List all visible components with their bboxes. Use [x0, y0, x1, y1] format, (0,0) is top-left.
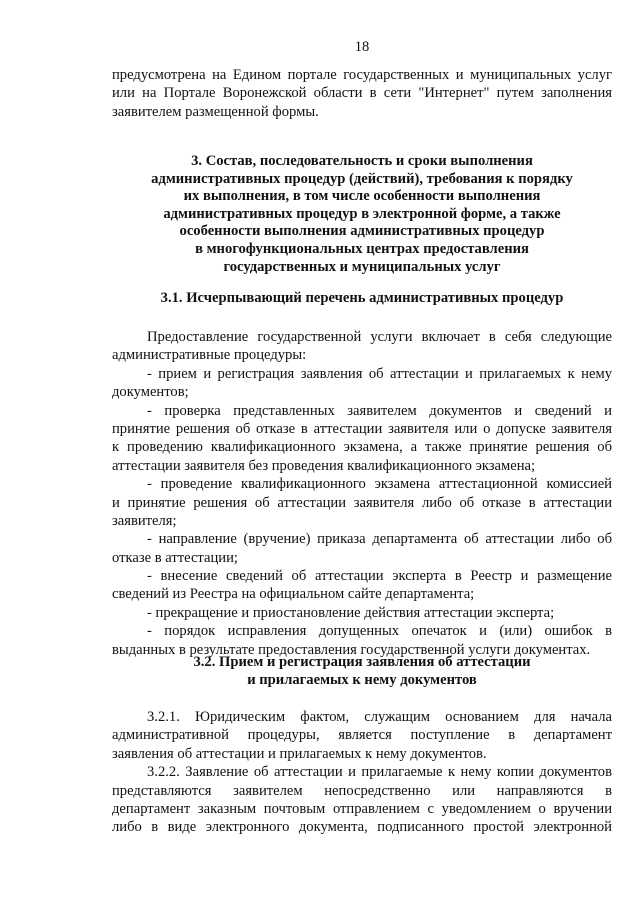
- heading-line: административных процедур (действий), требования к порядку: [151, 170, 573, 187]
- section-3-2-heading: [112, 653, 612, 689]
- text-line: к проведению квалификационного экзамена, а также принятие решения об: [112, 439, 612, 456]
- heading-line: административных процедур в электронной форме, а также: [163, 205, 561, 222]
- heading-line: их выполнения, в том числе особенности выполнения: [183, 188, 541, 205]
- text-line: административные процедуры:: [112, 347, 307, 364]
- heading-line: 3.2. Прием и регистрация заявления об аттестации: [193, 654, 531, 670]
- text-line: заявителем размещенной формы.: [112, 103, 319, 120]
- text-line: - проверка представленных заявителем документов и сведений и: [147, 402, 612, 419]
- text-line: Предоставление государственной услуги включает в себя следующие: [147, 329, 612, 345]
- heading-line: и прилагаемых к нему документов: [247, 672, 477, 688]
- text-line: департамент заказным почтовым отправлением с уведомлением о вручении: [112, 800, 612, 817]
- text-line: и принятие решения об аттестации заявителя либо об отказе в аттестации: [112, 494, 612, 511]
- section-3-1-body: [112, 328, 612, 659]
- text-line: выданных в результате предоставления государственной услуги документах.: [112, 641, 591, 658]
- section-3-heading: [112, 153, 612, 276]
- text-line: - внесение сведений об аттестации эксперта в Реестр и размещение: [147, 568, 612, 585]
- text-line: или на Портале Воронежской области в сети "Интернет" путем заполнения: [112, 85, 612, 102]
- text-line: - направление (вручение) приказа департамента об аттестации либо об: [147, 531, 612, 548]
- text-line: принятие решения об отказе в аттестации заявителя или о допуске заявителя: [112, 420, 612, 437]
- page-number: 18: [354, 39, 370, 55]
- text-line: либо в виде электронного документа, подписанного простой электронной: [112, 819, 612, 836]
- text-line: 3.2.2. Заявление об аттестации и прилагаемые к нему копии документов: [147, 764, 612, 781]
- text-line: предусмотрена на Едином портале государственных и муниципальных услуг: [112, 67, 612, 83]
- text-line: - порядок исправления допущенных опечаток и (или) ошибок в: [147, 623, 612, 640]
- text-line: отказе в аттестации;: [112, 549, 238, 566]
- heading-line: государственных и муниципальных услуг: [223, 258, 501, 275]
- text-line: - прием и регистрация заявления об аттестации и прилагаемых к нему: [147, 365, 612, 382]
- text-line: документов;: [112, 384, 189, 401]
- heading-line: особенности выполнения административных процедур: [179, 223, 545, 240]
- text-line: - проведение квалификационного экзамена аттестационной комиссией: [147, 476, 612, 493]
- heading-line: 3.1. Исчерпывающий перечень административных процедур: [160, 290, 564, 306]
- text-line: заявления об аттестации и прилагаемых к нему документов.: [112, 745, 487, 762]
- section-3-2-body: [112, 708, 612, 837]
- text-line: 3.2.1. Юридическим фактом, служащим основанием для начала: [147, 709, 612, 725]
- text-line: представляются заявителем непосредственно или направляются в: [112, 782, 612, 799]
- section-3-1-heading: [112, 289, 612, 307]
- text-line: административной процедуры, является поступление в департамент: [112, 727, 612, 744]
- intro-paragraph: [112, 66, 612, 121]
- text-line: сведений из Реестра на официальном сайте департамента;: [112, 586, 475, 603]
- heading-line: в многофункциональных центрах предоставления: [195, 240, 529, 257]
- text-line: - прекращение и приостановление действия аттестации эксперта;: [147, 604, 555, 621]
- heading-line: 3. Состав, последовательность и сроки выполнения: [191, 153, 533, 169]
- text-line: аттестации заявителя без проведения квалификационного экзамена;: [112, 457, 536, 474]
- text-line: заявителя;: [112, 512, 177, 529]
